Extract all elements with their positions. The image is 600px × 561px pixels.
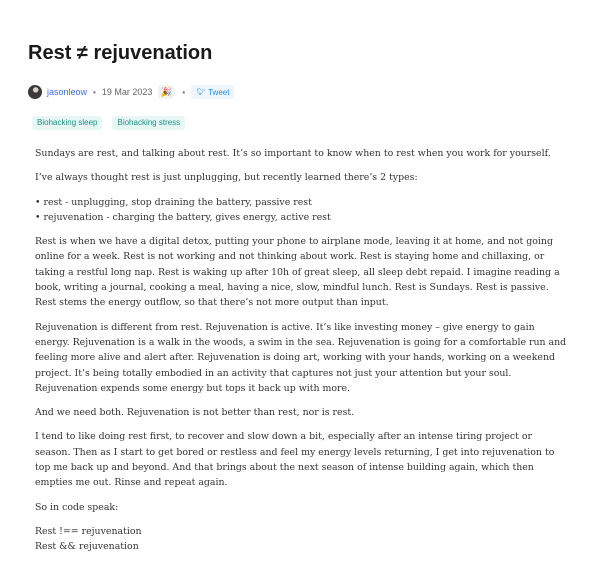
tweet-label: Tweet xyxy=(208,87,230,97)
party-popper-icon: 🎉 xyxy=(160,86,172,97)
list-item: • rejuvenation - charging the battery, gives energy, active rest xyxy=(35,211,331,223)
post-body xyxy=(35,146,567,555)
post-meta xyxy=(28,84,234,100)
tag-list xyxy=(32,116,195,130)
tweet-button[interactable] xyxy=(191,85,234,99)
tag-biohacking-sleep[interactable]: Biohacking sleep xyxy=(32,116,102,130)
post-date: 19 Mar 2023 xyxy=(101,87,153,97)
author-avatar[interactable] xyxy=(28,85,42,99)
meta-separator-2: • xyxy=(182,87,186,97)
paragraph: And we need both. Rejuvenation is not better than rest, nor is rest. xyxy=(35,407,355,419)
post-title: Rest ≠ rejuvenation xyxy=(28,42,213,64)
paragraph: Sundays are rest, and talking about rest. It’s so important to know when to rest when you work for yourself. xyxy=(35,148,551,159)
tag-biohacking-stress[interactable]: Biohacking stress xyxy=(112,116,185,130)
paragraph: So in code speak: xyxy=(35,501,119,513)
code-line: Rest && rejuvenation xyxy=(35,541,139,553)
list-item: • rest - unplugging, stop draining the battery, passive rest xyxy=(35,196,312,208)
meta-separator: • xyxy=(93,87,96,97)
paragraph: Rest is when we have a digital detox, putting your phone to airplane mode, leaving it at home, and not going online for a week. Rest is not working and not thinking about work. Rest is staying home and chillaxing, or taking a restful long nap. Rest is waking up after 10h of great sleep, all sleep debt repaid. I imagine reading a book, writing a journal, cooking a meal, having a nice, slow, mindful lunch. Rest is Sundays. Rest is passive. Rest stems the energy outflow, so that there’s not more output than input. xyxy=(35,236,560,309)
author-link[interactable]: jasonleow xyxy=(47,87,88,97)
paragraph: Rejuvenation is different from rest. Rejuvenation is active. It’s like investing money – give energy to gain energy. Rejuvenation is a walk in the woods, a swim in the sea. Rejuvenation is going for a comfortable run and feeling more alive and alert after. Rejuvenation is doing art, working with your hands, working on a weekend project. It’s being totally embodied in an activity that captures not just your attention but your soul. Rejuvenation expends some energy but tops it back up with more. xyxy=(35,321,567,394)
twitter-bird-icon: 🐦︎ xyxy=(196,89,206,96)
code-line: Rest !== rejuvenation xyxy=(35,525,142,537)
paragraph: I’ve always thought rest is just unplugging, but recently learned there’s 2 types: xyxy=(35,172,418,184)
paragraph: I tend to like doing rest first, to recover and slow down a bit, especially after an intense tiring project or season. Then as I start to get bored or restless and feel my energy levels returning, I get into rejuvenation to top me back up and beyond. And that brings about the next season of intense building again, which then empties me out. Rinse and repeat again. xyxy=(35,431,555,489)
reaction-button[interactable] xyxy=(158,85,174,99)
